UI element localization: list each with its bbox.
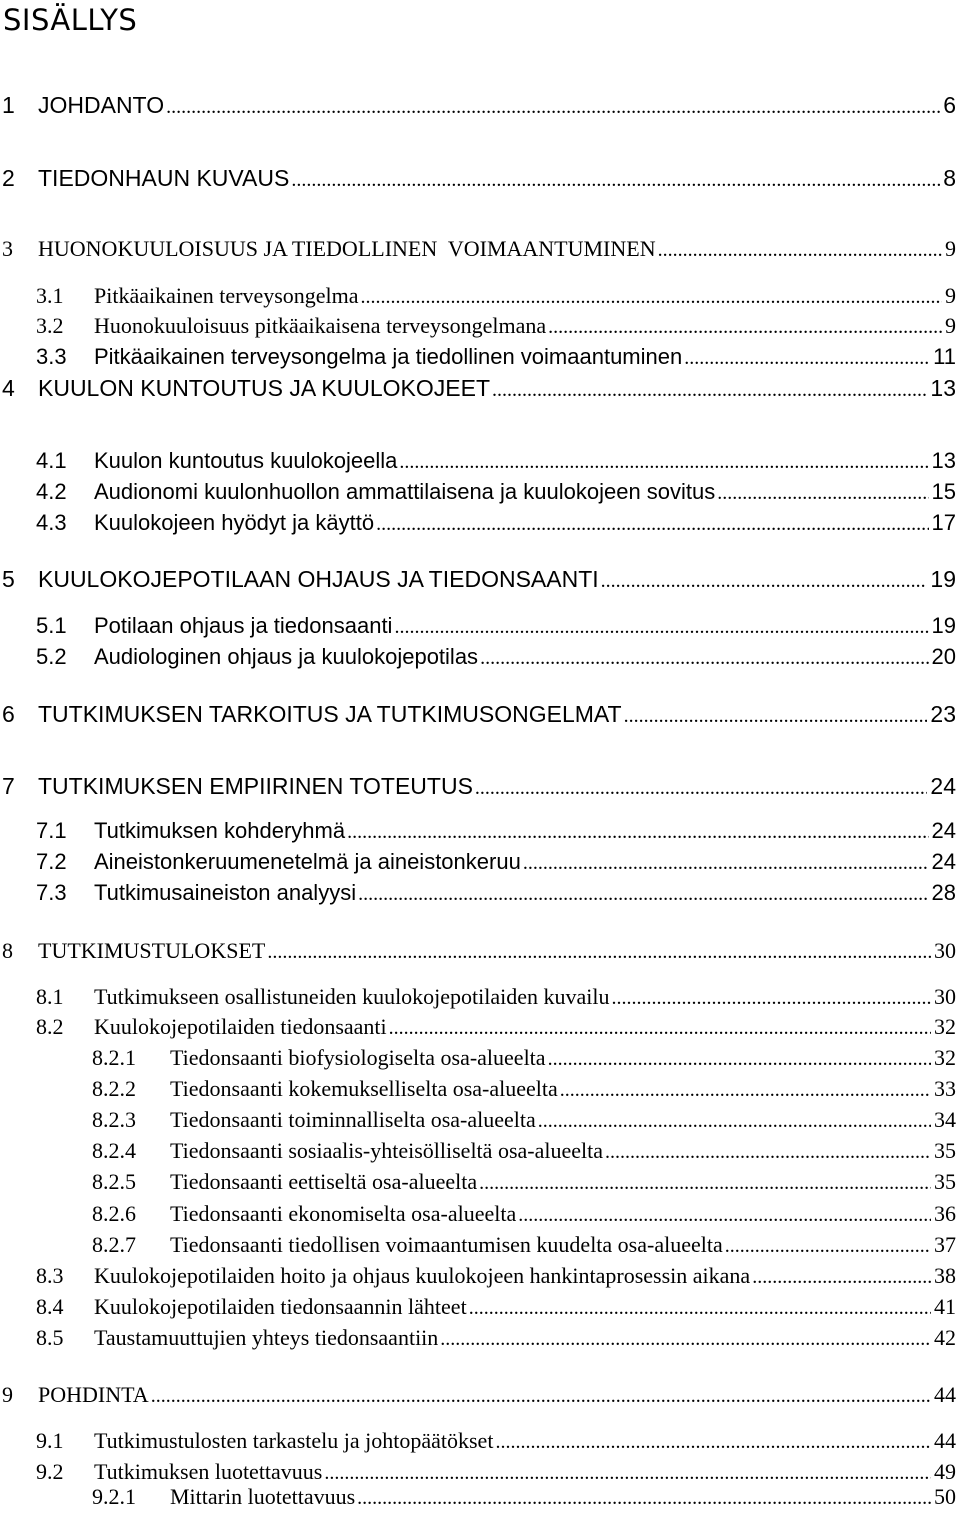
toc-entry[interactable] (0, 165, 956, 195)
toc-entry-number: 7.1 (36, 818, 67, 843)
toc-entry-page: 17 (931, 510, 956, 535)
toc-entry[interactable] (0, 1045, 956, 1075)
toc-entry-number: 1 (2, 92, 15, 118)
toc-entry-page: 30 (934, 984, 956, 1009)
toc-entry-page: 36 (934, 1201, 956, 1226)
toc-entry-page: 13 (930, 375, 956, 401)
toc-leader-dots (324, 1463, 931, 1483)
toc-entry-page: 50 (934, 1484, 956, 1509)
toc-entry[interactable] (0, 880, 956, 910)
toc-leader-dots (605, 1142, 931, 1162)
toc-entry-page: 24 (930, 773, 956, 799)
toc-entry-number: 5.2 (36, 644, 67, 669)
toc-entry-page: 44 (934, 1382, 956, 1407)
toc-entry-number: 2 (2, 165, 15, 191)
toc-leader-dots (347, 822, 928, 842)
toc-entry-number: 9.2 (36, 1459, 64, 1484)
toc-entry-page: 41 (934, 1294, 956, 1319)
toc-entry-title: Pitkäaikainen terveysongelma ja tiedollinen voimaantuminen (94, 344, 683, 369)
toc-entry-number: 8.2 (36, 1014, 64, 1039)
toc-entry-title: TUTKIMUKSEN EMPIIRINEN TOTEUTUS (38, 773, 473, 799)
toc-entry[interactable] (0, 773, 956, 803)
toc-entry-number: 8 (2, 938, 13, 963)
toc-entry-page: 19 (930, 566, 956, 592)
toc-entry-number: 8.2.7 (92, 1232, 136, 1257)
toc-entry-number: 3.3 (36, 344, 67, 369)
toc-entry[interactable] (0, 701, 956, 731)
toc-entry-page: 9 (945, 283, 956, 308)
toc-entry[interactable] (0, 644, 956, 674)
toc-leader-dots (291, 170, 940, 190)
toc-entry[interactable] (0, 818, 956, 848)
toc-entry-title: Tutkimuksen luotettavuus (94, 1459, 323, 1484)
toc-entry-title: Tiedonsaanti biofysiologiselta osa-alueelta (170, 1045, 546, 1070)
toc-leader-dots (560, 1080, 931, 1100)
toc-entry-title: KUULON KUNTOUTUS JA KUULOKOJEET (38, 375, 490, 401)
toc-leader-dots (624, 706, 928, 726)
toc-entry[interactable] (0, 313, 956, 343)
toc-leader-dots (612, 988, 931, 1008)
toc-entry-number: 8.4 (36, 1294, 64, 1319)
toc-entry-title: Tutkimukseen osallistuneiden kuulokojepotilaiden kuvailu (94, 984, 610, 1009)
toc-entry[interactable] (0, 375, 956, 405)
toc-entry-number: 8.2.2 (92, 1076, 136, 1101)
toc-leader-dots (495, 1432, 931, 1452)
toc-entry-title: Taustamuuttujien yhteys tiedonsaantiin (94, 1325, 439, 1350)
toc-entry-page: 35 (934, 1169, 956, 1194)
toc-leader-dots (358, 884, 928, 904)
toc-leader-dots (357, 1488, 931, 1508)
toc-entry-number: 5.1 (36, 613, 67, 638)
toc-entry[interactable] (0, 1076, 956, 1106)
toc-entry-title: Tiedonsaanti toiminnalliselta osa-alueelta (170, 1107, 536, 1132)
toc-entry-page: 34 (934, 1107, 956, 1132)
toc-entry-page: 8 (943, 165, 956, 191)
toc-entry[interactable] (0, 479, 956, 509)
toc-entry[interactable] (0, 1382, 956, 1412)
page-title: SISÄLLYS (3, 3, 138, 37)
toc-entry-number: 5 (2, 566, 15, 592)
toc-leader-dots (479, 1173, 931, 1193)
toc-entry-page: 23 (930, 701, 956, 727)
toc-entry[interactable] (0, 1325, 956, 1355)
toc-entry[interactable] (0, 849, 956, 879)
toc-leader-dots (492, 380, 927, 400)
toc-entry-number: 8.2.1 (92, 1045, 136, 1070)
toc-entry-title: KUULOKOJEPOTILAAN OHJAUS JA TIEDONSAANTI (38, 566, 599, 592)
toc-entry-number: 9.1 (36, 1428, 64, 1453)
toc-entry-title: Tutkimustulosten tarkastelu ja johtopäätökset (94, 1428, 494, 1453)
toc-entry-title: TUTKIMUSTULOKSET (38, 938, 266, 963)
toc-entry[interactable] (0, 236, 956, 266)
toc-leader-dots (725, 1236, 931, 1256)
toc-leader-dots (717, 483, 928, 503)
toc-leader-dots (394, 617, 928, 637)
toc-entry[interactable] (0, 984, 956, 1014)
toc-entry[interactable] (0, 1107, 956, 1137)
toc-leader-dots (376, 514, 928, 534)
toc-leader-dots (469, 1298, 931, 1318)
toc-leader-dots (684, 348, 930, 368)
toc-entry-page: 19 (931, 613, 956, 638)
toc-entry-page: 20 (931, 644, 956, 669)
toc-entry[interactable] (0, 344, 956, 374)
toc-entry-title: TIEDONHAUN KUVAUS (38, 165, 290, 191)
toc-entry-number: 8.2.6 (92, 1201, 136, 1226)
toc-entry-title: Mittarin luotettavuus (170, 1484, 356, 1509)
toc-entry[interactable] (0, 510, 956, 540)
toc-entry[interactable] (0, 1294, 956, 1324)
toc-entry-number: 8.1 (36, 984, 64, 1009)
toc-leader-dots (658, 240, 942, 260)
toc-entry[interactable] (0, 1263, 956, 1293)
toc-entry-title: JOHDANTO (38, 92, 165, 118)
toc-entry-number: 8.3 (36, 1263, 64, 1288)
toc-leader-dots (399, 452, 928, 472)
toc-entry-title: Audionomi kuulonhuollon ammattilaisena ja kuulokojeen sovitus (94, 479, 716, 504)
toc-entry-number: 7.2 (36, 849, 67, 874)
toc-entry-title: Aineistonkeruumenetelmä ja aineistonkeruu (94, 849, 521, 874)
toc-entry-page: 28 (931, 880, 956, 905)
toc-leader-dots (267, 942, 931, 962)
toc-entry-page: 32 (934, 1014, 956, 1039)
toc-entry-title: Audiologinen ohjaus ja kuulokojepotilas (94, 644, 479, 669)
toc-entry-title: POHDINTA (38, 1382, 149, 1407)
toc-entry-title: Tiedonsaanti eettiseltä osa-alueelta (170, 1169, 478, 1194)
toc-entry-title: Potilaan ohjaus ja tiedonsaanti (94, 613, 393, 638)
toc-entry-page: 9 (945, 236, 956, 261)
toc-leader-dots (523, 853, 929, 873)
toc-entry[interactable] (0, 1201, 956, 1231)
toc-leader-dots (548, 317, 942, 337)
toc-entry[interactable] (0, 1138, 956, 1168)
toc-entry[interactable] (0, 448, 956, 478)
toc-leader-dots (440, 1329, 931, 1349)
toc-leader-dots (480, 648, 928, 668)
toc-entry-page: 44 (934, 1428, 956, 1453)
toc-entry-title: Kuulokojepotilaiden tiedonsaanti (94, 1014, 387, 1039)
toc-entry-number: 3.2 (36, 313, 64, 338)
toc-entry-page: 9 (945, 313, 956, 338)
toc-entry-number: 8.5 (36, 1325, 64, 1350)
toc-leader-dots (475, 778, 927, 798)
toc-entry-page: 6 (943, 92, 956, 118)
toc-entry-number: 3 (2, 236, 13, 261)
toc-entry-number: 8.2.4 (92, 1138, 136, 1163)
toc-entry[interactable] (0, 613, 956, 643)
toc-entry-title: TUTKIMUKSEN TARKOITUS JA TUTKIMUSONGELMAT (38, 701, 622, 727)
toc-entry[interactable] (0, 1169, 956, 1199)
toc-entry[interactable] (0, 1232, 956, 1262)
toc-entry-page: 15 (931, 479, 956, 504)
toc-entry-title: Pitkäaikainen terveysongelma (94, 283, 359, 308)
toc-entry-title: Tiedonsaanti ekonomiselta osa-alueelta (170, 1201, 517, 1226)
toc-entry-page: 49 (934, 1459, 956, 1484)
toc-entry[interactable] (0, 1428, 956, 1458)
toc-leader-dots (538, 1111, 931, 1131)
toc-entry-title: Tiedonsaanti tiedollisen voimaantumisen kuudelta osa-alueelta (170, 1232, 723, 1257)
toc-leader-dots (166, 97, 940, 117)
toc-entry-title: Tutkimusaineiston analyysi (94, 880, 357, 905)
toc-entry-page: 42 (934, 1325, 956, 1350)
toc-entry-page: 13 (931, 448, 956, 473)
toc-entry-number: 8.2.3 (92, 1107, 136, 1132)
toc-entry-title: Kuulokojeen hyödyt ja käyttö (94, 510, 375, 535)
toc-entry-title: Kuulon kuntoutus kuulokojeella (94, 448, 398, 473)
toc-entry-number: 9.2.1 (92, 1484, 136, 1509)
toc-entry-page: 24 (931, 849, 956, 874)
toc-entry-page: 33 (934, 1076, 956, 1101)
toc-entry[interactable] (0, 283, 956, 313)
toc-entry-page: 30 (934, 938, 956, 963)
toc-entry-number: 4.3 (36, 510, 67, 535)
toc-entry[interactable] (0, 1484, 956, 1514)
toc-entry[interactable] (0, 566, 956, 596)
toc-leader-dots (601, 571, 928, 591)
toc-entry-title: Tiedonsaanti kokemukselliselta osa-alueelta (170, 1076, 558, 1101)
toc-entry-number: 6 (2, 701, 15, 727)
toc-entry-number: 4.1 (36, 448, 67, 473)
toc-entry-number: 3.1 (36, 283, 64, 308)
toc-entry-number: 4.2 (36, 479, 67, 504)
toc-entry[interactable] (0, 1014, 956, 1044)
toc-entry-page: 32 (934, 1045, 956, 1070)
toc-leader-dots (151, 1386, 931, 1406)
toc-entry-title: Kuulokojepotilaiden hoito ja ohjaus kuulokojeen hankintaprosessin aikana (94, 1263, 751, 1288)
toc-entry-page: 35 (934, 1138, 956, 1163)
toc-entry[interactable] (0, 92, 956, 122)
toc-entry-title: Kuulokojepotilaiden tiedonsaannin lähteet (94, 1294, 467, 1319)
toc-entry-number: 9 (2, 1382, 13, 1407)
toc-entry-title: Huonokuuloisuus pitkäaikaisena terveysongelmana (94, 313, 547, 338)
toc-entry-number: 7 (2, 773, 15, 799)
toc-entry-title: Tutkimuksen kohderyhmä (94, 818, 346, 843)
toc-leader-dots (361, 287, 942, 307)
toc-entry-number: 8.2.5 (92, 1169, 136, 1194)
toc-entry-page: 24 (931, 818, 956, 843)
toc-entry-number: 4 (2, 375, 15, 401)
toc-leader-dots (548, 1049, 931, 1069)
toc-leader-dots (518, 1205, 931, 1225)
toc-entry-title: HUONOKUULOISUUS JA TIEDOLLINEN VOIMAANTUMINEN (38, 236, 656, 261)
toc-entry-page: 38 (934, 1263, 956, 1288)
toc-leader-dots (389, 1018, 931, 1038)
toc-entry-title: Tiedonsaanti sosiaalis-yhteisölliseltä osa-alueelta (170, 1138, 603, 1163)
toc-leader-dots (752, 1267, 931, 1287)
toc-entry-page: 11 (933, 344, 956, 369)
toc-entry-page: 37 (934, 1232, 956, 1257)
toc-entry[interactable] (0, 938, 956, 968)
toc-entry-number: 7.3 (36, 880, 67, 905)
